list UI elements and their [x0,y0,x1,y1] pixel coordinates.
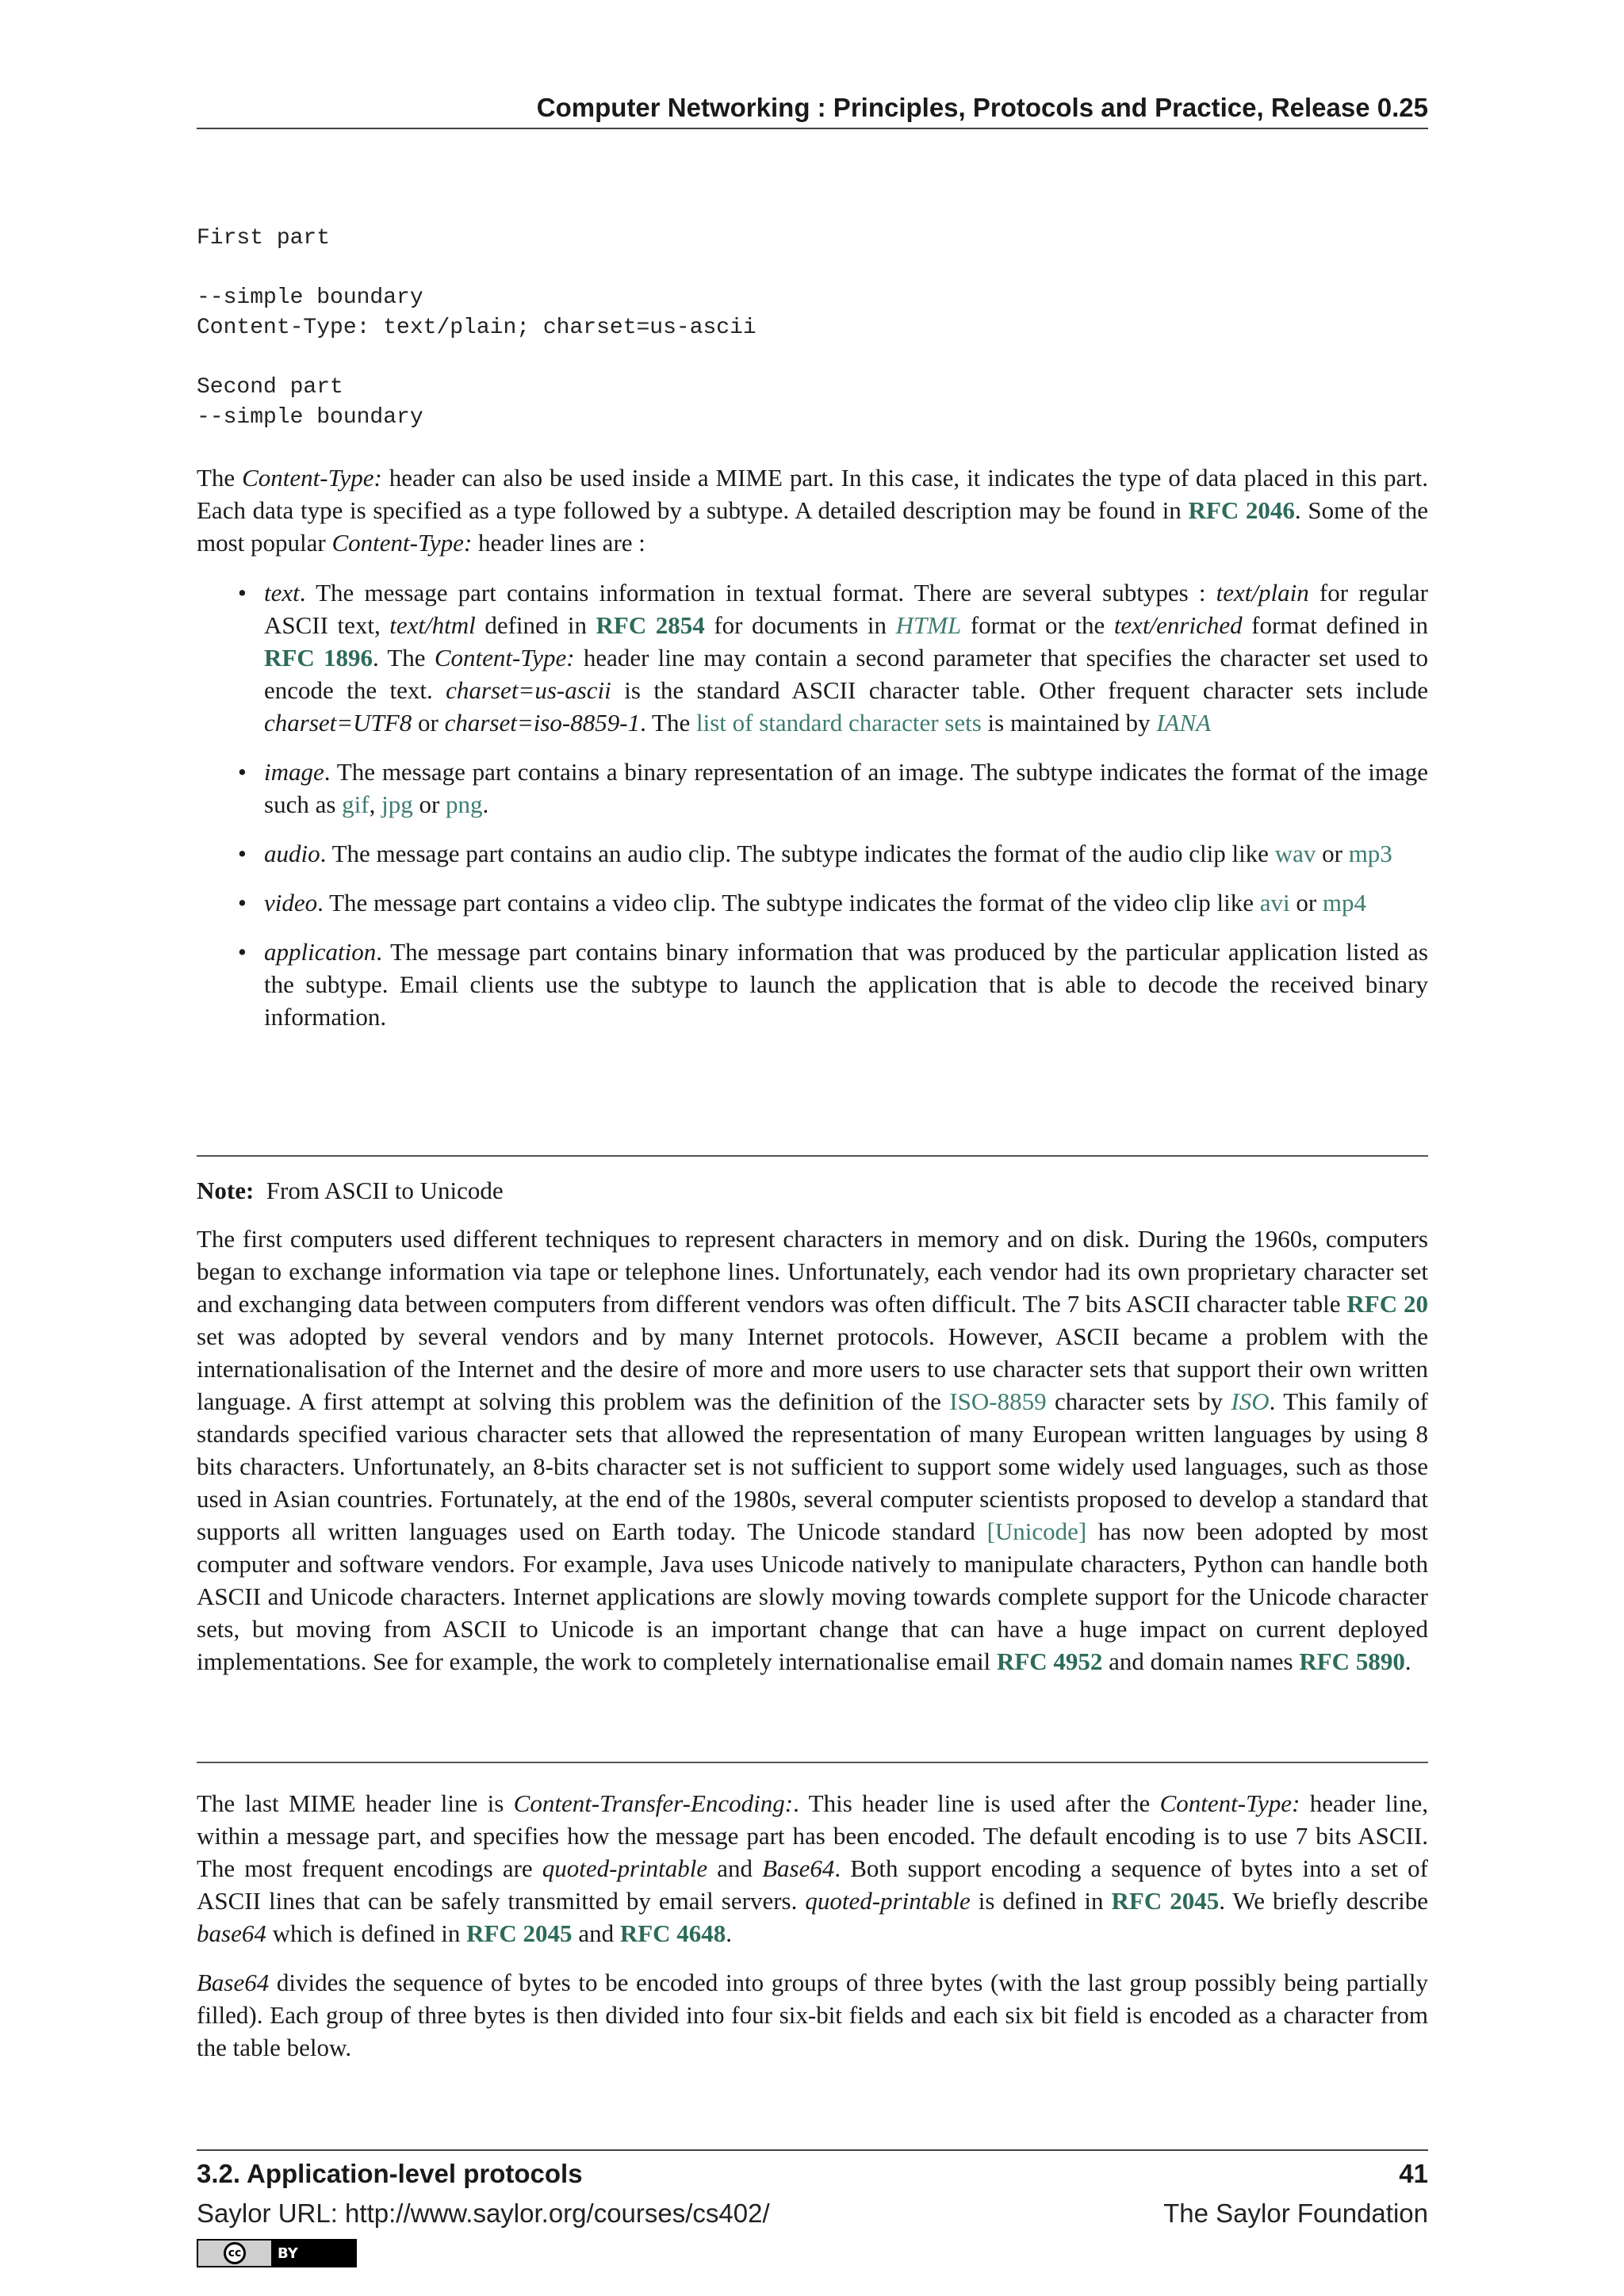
bullet-icon: • [238,579,247,607]
bullet-icon: • [238,758,247,786]
page-number: 41 [1399,2159,1428,2188]
gif-link[interactable]: gif [342,790,370,818]
cc-by-license-badge[interactable] [197,2239,357,2267]
note-top-rule [197,1155,1428,1157]
code-line: --simple boundary [197,285,423,311]
rfc-2046-link[interactable]: RFC 2046 [1188,496,1295,524]
footer-rule [197,2149,1428,2151]
rfc-20-link[interactable]: RFC 20 [1346,1290,1428,1318]
note-title: Note: From ASCII to Unicode [197,1177,504,1204]
rfc-2854-link[interactable]: RFC 2854 [596,611,705,639]
html-link[interactable]: HTML [895,611,962,639]
list-item-image: • image. The message part contains a binary representation of an image. The subtype indicates the format of the image such as gif, jpg or png. [197,756,1428,821]
wav-link[interactable]: wav [1274,840,1316,867]
code-line: --simple boundary [197,404,423,430]
code-block [197,224,756,432]
code-line: Content-Type: text/plain; charset=us-ascii [197,315,756,340]
base64-paragraph: Base64 divides the sequence of bytes to be encoded into groups of three bytes (with the last group possibly being partially filled). Each group of three bytes is then divided into four six-bit fields and each six bit field is encoded as a character from the table below. [197,1969,1428,2061]
rfc-1896-link[interactable]: RFC 1896 [264,644,373,672]
saylor-foundation: The Saylor Foundation [1163,2198,1428,2228]
unicode-citation-link[interactable]: [Unicode] [986,1517,1087,1545]
list-item-application: • application. The message part contains binary information that was produced by the particular application listed as the subtype. Email clients use the subtype to launch the application that is able to decode the received binary information. [197,936,1428,1033]
iso-8859-link[interactable]: ISO-8859 [949,1387,1047,1415]
bullet-icon: • [238,938,247,966]
rfc-4648-link[interactable]: RFC 4648 [619,1919,726,1947]
list-item-text: • text. The message part contains information in textual format. There are several subtypes : text/plain for regular ASCII text, text/html defined in RFC 2854 for documents in HTML format or the text/enriched format defined in RFC 1896. The Content-Type: header line may contain a second parameter that specifies the character set used to encode the text. charset=us-ascii is the standard ASCII character table. Other frequent character sets include charset=UTF8 or charset=iso-8859-1. The list of standard character sets is maintained by IANA [197,576,1428,739]
jpg-link[interactable]: jpg [381,790,413,818]
header-rule [197,128,1428,129]
rfc-4952-link[interactable]: RFC 4952 [996,1647,1103,1675]
content-type-list [197,576,1428,1033]
license-badge-label: BY [278,2244,298,2262]
note-bottom-rule [197,1762,1428,1763]
code-line: First part [197,226,331,251]
rfc-2045-link[interactable]: RFC 2045 [1111,1887,1220,1915]
rfc-2045-link-2[interactable]: RFC 2045 [466,1919,573,1947]
character-sets-link[interactable]: list of standard character sets [695,709,982,737]
iana-link[interactable]: IANA [1156,709,1212,737]
note-label: Note: [197,1177,255,1204]
list-item-audio: • audio. The message part contains an audio clip. The subtype indicates the format of the audio clip like wav or mp3 [197,837,1428,870]
mp4-link[interactable]: mp4 [1322,889,1367,916]
rfc-5890-link[interactable]: RFC 5890 [1299,1647,1405,1675]
cte-paragraph: The last MIME header line is Content-Transfer-Encoding:. This header line is used after the Content-Type: header line, within a message part, and specifies how the message part has been encoded. The default encoding is to use 7 bits ASCII. The most frequent encodings are quoted-printable and Base64. Both support encoding a sequence of bytes into a set of ASCII lines that can be safely transmitted by email servers. quoted-printable is defined in RFC 2045. We briefly describe base64 which is defined in RFC 2045 and RFC 4648. [197,1789,1428,1947]
iso-link[interactable]: ISO [1231,1387,1270,1415]
code-line: Second part [197,374,343,400]
footer-attribution [197,2198,1428,2229]
running-header: Computer Networking : Principles, Protocols and Practice, Release 0.25 [536,93,1428,122]
code-blank-line [197,342,756,373]
bullet-icon: • [238,889,247,916]
intro-paragraph: The Content-Type: header can also be used inside a MIME part. In this case, it indicates the type of data placed in this part. Each data type is specified as a type followed by a subtype. A detailed description may be found in RFC 2046. Some of the most popular Content-Type: header lines are : [197,464,1429,557]
footer-section [197,2158,1428,2190]
note-body: The first computers used different techniques to represent characters in memory and on disk. During the 1960s, computers began to exchange information via tape or telephone lines. Unfortunately, each vendor had its own proprietary character set and exchanging data between computers from different vendors was often difficult. The 7 bits ASCII character table RFC 20 set was adopted by several vendors and by many Internet protocols. However, ASCII became a problem with the internationalisation of the Internet and the desire of more and more users to use character sets that support their own written language. A first attempt at solving this problem was the definition of the ISO-8859 character sets by ISO. This family of standards specified various character sets that allowed the representation of many European written languages by using 8 bits characters. Unfortunately, an 8-bits character set is not sufficient to support some widely used languages, such as those used in Asian countries. Fortunately, at the end of the 1980s, several computer scientists proposed to develop a standard that supports all written languages used on Earth today. The Unicode standard [Unicode] has now been adopted by most computer and software vendors. For example, Java uses Unicode natively to manipulate characters, Python can handle both ASCII and Unicode characters. Internet applications are slowly moving towards complete support for the Unicode character sets, but moving from ASCII to Unicode is an important change that can have a huge impact on current deployed implementations. See for example, the work to completely internationalise email RFC 4952 and domain names RFC 5890. [197,1225,1429,1675]
saylor-url[interactable]: Saylor URL: http://www.saylor.org/courses/cs402/ [197,2198,770,2228]
mp3-link[interactable]: mp3 [1348,840,1392,867]
list-item-video: • video. The message part contains a video clip. The subtype indicates the format of the video clip like avi or mp4 [197,886,1428,919]
avi-link[interactable]: avi [1259,889,1290,916]
footer-section-title: 3.2. Application-level protocols [197,2159,583,2188]
png-link[interactable]: png [446,790,483,818]
bullet-icon: • [238,840,247,867]
cc-logo-icon: cc [198,2241,271,2266]
code-blank-line [197,254,756,284]
